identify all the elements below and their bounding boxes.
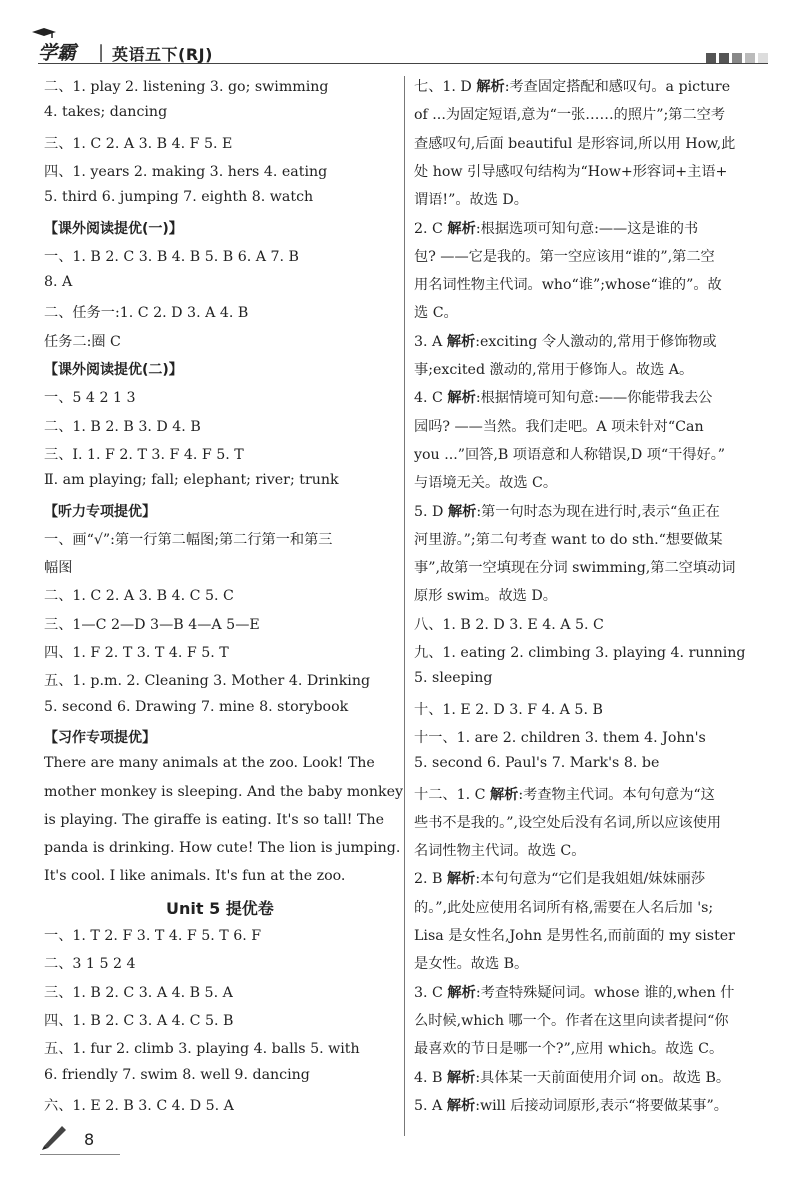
left-line: 5. third 6. jumping 7. eighth 8. watch bbox=[44, 189, 314, 206]
footer-rule bbox=[40, 1154, 120, 1155]
right-line-text: 用名词性物主代词。who“谁”;whose“谁的”。故 bbox=[414, 277, 722, 294]
right-line bbox=[414, 557, 735, 577]
left-line: Ⅱ. am playing; fall; elephant; river; trunk bbox=[44, 472, 339, 489]
right-line-text: of ...为固定短语,意为“一张……的照片”;第二空考 bbox=[414, 107, 726, 124]
left-line: 【听力专项提优】 bbox=[44, 503, 156, 520]
right-line-text: 处 how 引导感叹句结构为“How+形容词+主语+ bbox=[414, 163, 728, 180]
left-line: 五、1. p.m. 2. Cleaning 3. Mother 4. Drinking bbox=[44, 673, 371, 690]
left-line: 二、任务一:1. C 2. D 3. A 4. B bbox=[44, 305, 249, 322]
right-line-text: 4. B bbox=[414, 1069, 447, 1086]
right-line-text: :具体某一天前面使用介词 on。故选 B。 bbox=[475, 1069, 731, 1086]
right-line-text: 5. D bbox=[414, 503, 448, 520]
left-line: 三、1—C 2—D 3—B 4—A 5—E bbox=[44, 616, 260, 633]
left-line: 幅图 bbox=[44, 560, 73, 577]
right-line bbox=[414, 1067, 730, 1087]
right-line bbox=[414, 246, 715, 266]
right-line-text: :本句句意为“它们是我姐姐/妹妹丽莎 bbox=[475, 871, 706, 888]
brand-logo bbox=[38, 38, 76, 65]
left-line: Unit 5 提优卷 bbox=[166, 898, 274, 918]
page-number: 8 bbox=[84, 1130, 95, 1149]
right-line bbox=[414, 868, 705, 888]
right-line-text: :考查物主代词。本句句意为“这 bbox=[518, 786, 715, 803]
left-line: 【课外阅读提优(二)】 bbox=[44, 362, 183, 378]
graduation-cap-icon bbox=[32, 28, 56, 38]
right-line bbox=[414, 585, 557, 605]
right-line bbox=[414, 642, 746, 662]
right-line bbox=[414, 1095, 728, 1115]
right-line bbox=[414, 302, 458, 322]
right-line bbox=[414, 840, 585, 860]
right-line-text: 十二、1. C bbox=[414, 786, 490, 803]
right-line-text: 查感叹句,后面 beautiful 是形容词,所以用 How,此 bbox=[414, 135, 736, 152]
right-line bbox=[414, 812, 721, 832]
right-line bbox=[414, 218, 698, 238]
right-line bbox=[414, 755, 659, 771]
analysis-label: 解析 bbox=[447, 503, 477, 520]
right-line-text: 4. C bbox=[414, 390, 448, 407]
right-line-text: Lisa 是女性名,John 是男性名,而前面的 my sister bbox=[414, 928, 735, 944]
right-line-text: 十一、1. are 2. children 3. them 4. John's bbox=[414, 729, 706, 746]
left-line: 五、1. fur 2. climb 3. playing 4. balls 5. with bbox=[44, 1041, 360, 1058]
analysis-label: 解析 bbox=[489, 786, 519, 803]
right-line bbox=[414, 76, 730, 96]
analysis-label: 解析 bbox=[446, 1069, 476, 1086]
right-line bbox=[414, 1038, 723, 1058]
left-line: 一、画“√”:第一行第二幅图;第二行第一和第三 bbox=[44, 531, 333, 548]
right-line bbox=[414, 472, 557, 492]
right-line bbox=[414, 359, 693, 379]
analysis-label: 解析 bbox=[446, 333, 476, 350]
left-line: 4. takes; dancing bbox=[44, 104, 168, 121]
right-line-text: 谓语!”。故选 D。 bbox=[414, 192, 528, 209]
right-line-text: 与语境无关。故选 C。 bbox=[414, 475, 558, 492]
right-line-text: :第一句时态为现在进行时,表示“鱼正在 bbox=[476, 503, 720, 520]
right-line bbox=[414, 274, 722, 294]
left-line: 一、1. B 2. C 3. B 4. B 5. B 6. A 7. B bbox=[44, 248, 299, 265]
left-line: There are many animals at the zoo. Look! The bbox=[44, 755, 375, 772]
analysis-label: 解析 bbox=[447, 390, 476, 407]
analysis-label: 解析 bbox=[447, 220, 476, 237]
right-line bbox=[414, 104, 725, 124]
right-line-text: :根据选项可知句意:——这是谁的书 bbox=[475, 220, 699, 237]
book-title: 英语五下(RJ) bbox=[112, 45, 213, 64]
header-rule bbox=[38, 63, 768, 64]
right-line bbox=[414, 161, 727, 181]
right-line bbox=[414, 444, 725, 464]
right-line-text: 园吗? ——当然。我们走吧。A 项未针对“Can bbox=[414, 418, 704, 435]
right-line-text: :考查特殊疑问词。whose 谁的,when 什 bbox=[475, 984, 735, 1001]
left-line: 二、1. C 2. A 3. B 4. C 5. C bbox=[44, 588, 234, 605]
right-line bbox=[414, 331, 717, 351]
right-line-text: 2. C bbox=[414, 220, 448, 237]
left-line: 二、1. B 2. B 3. D 4. B bbox=[44, 418, 201, 435]
right-line-text: you ...”回答,B 项语意和人称错误,D 项“干得好。” bbox=[414, 446, 726, 463]
right-line bbox=[414, 501, 720, 521]
left-line: 三、1. C 2. A 3. B 4. F 5. E bbox=[44, 135, 233, 152]
page-footer bbox=[40, 1120, 120, 1160]
right-line bbox=[414, 189, 528, 209]
analysis-label: 解析 bbox=[476, 79, 505, 95]
left-line: 三、1. B 2. C 3. A 4. B 5. A bbox=[44, 984, 233, 1001]
left-line: It's cool. I like animals. It's fun at the zoo. bbox=[44, 868, 346, 885]
header-separator: | bbox=[98, 42, 105, 63]
left-line: is playing. The giraffe is eating. It's so tall! The bbox=[44, 811, 384, 828]
decor-squares bbox=[703, 48, 768, 67]
left-line: 六、1. E 2. B 3. C 4. D 5. A bbox=[44, 1097, 234, 1114]
right-line-text: :will 后接动词原形,表示“将要做某事”。 bbox=[475, 1097, 728, 1114]
right-line bbox=[414, 529, 723, 549]
pencil-icon bbox=[40, 1122, 70, 1152]
right-line bbox=[414, 897, 713, 917]
right-line-text: 5. second 6. Paul's 7. Mark's 8. be bbox=[414, 755, 660, 772]
right-line bbox=[414, 670, 493, 686]
left-line: 三、Ⅰ. 1. F 2. T 3. F 4. F 5. T bbox=[44, 446, 244, 463]
right-line-text: 5. sleeping bbox=[414, 670, 493, 687]
right-line bbox=[414, 925, 735, 945]
right-line bbox=[414, 133, 735, 153]
right-line-text: 九、1. eating 2. climbing 3. playing 4. running bbox=[414, 645, 746, 661]
right-line-text: 七、1. D bbox=[414, 79, 477, 95]
right-line-text: 名词性物主代词。故选 C。 bbox=[414, 843, 586, 860]
left-line: 8. A bbox=[44, 274, 73, 291]
right-line-text: :根据情境可知句意:——你能带我去公 bbox=[475, 390, 713, 407]
right-line bbox=[414, 953, 528, 973]
left-line: mother monkey is sleeping. And the baby monkey bbox=[44, 783, 403, 800]
logo-text: 学霸 bbox=[38, 42, 77, 64]
right-line-text: :考查固定搭配和感叹句。a picture bbox=[504, 79, 731, 95]
right-line-text: 最喜欢的节日是哪一个?”,应用 which。故选 C。 bbox=[414, 1041, 724, 1058]
right-line-text: 5. A bbox=[414, 1097, 447, 1114]
right-line bbox=[414, 727, 706, 747]
left-line: 二、3 1 5 2 4 bbox=[44, 956, 136, 973]
right-line-text: :exciting 令人激动的,常用于修饰物或 bbox=[475, 333, 717, 350]
right-line-text: 3. A bbox=[414, 333, 447, 350]
left-line: 【课外阅读提优(一)】 bbox=[44, 220, 183, 237]
analysis-label: 解析 bbox=[446, 1097, 476, 1114]
right-line bbox=[414, 982, 735, 1002]
left-line: 任务二:圈 C bbox=[44, 333, 121, 350]
right-line bbox=[414, 614, 604, 634]
left-line: 四、1. years 2. making 3. hers 4. eating bbox=[44, 163, 328, 180]
left-line: 四、1. F 2. T 3. T 4. F 5. T bbox=[44, 645, 229, 661]
left-line: 一、1. T 2. F 3. T 4. F 5. T 6. F bbox=[44, 928, 262, 944]
left-line: panda is drinking. How cute! The lion is jumping. bbox=[44, 840, 401, 857]
right-line-text: 原形 swim。故选 D。 bbox=[414, 588, 557, 605]
right-line bbox=[414, 416, 704, 436]
right-line-text: 事;excited 激动的,常用于修饰人。故选 A。 bbox=[414, 362, 694, 378]
right-line bbox=[414, 1010, 729, 1030]
left-line: 6. friendly 7. swim 8. well 9. dancing bbox=[44, 1066, 310, 1083]
left-line: 二、1. play 2. listening 3. go; swimming bbox=[44, 79, 329, 95]
left-line: 一、5 4 2 1 3 bbox=[44, 390, 136, 407]
right-line-text: 包? ——它是我的。第一空应该用“谁的”,第二空 bbox=[414, 248, 715, 265]
right-line-text: 河里游。”;第二句考查 want to do sth.“想要做某 bbox=[414, 531, 723, 548]
right-line-text: 十、1. E 2. D 3. F 4. A 5. B bbox=[414, 701, 603, 718]
right-line-text: 事”,故第一空填现在分词 swimming,第二空填动词 bbox=[414, 560, 736, 577]
right-line bbox=[414, 699, 603, 719]
right-line-text: 选 C。 bbox=[414, 305, 458, 322]
right-line bbox=[414, 784, 715, 804]
left-line: 【习作专项提优】 bbox=[44, 729, 156, 746]
analysis-label: 解析 bbox=[447, 984, 476, 1001]
right-line bbox=[414, 387, 712, 407]
column-divider bbox=[404, 76, 405, 1136]
right-line-text: 3. C bbox=[414, 984, 448, 1001]
right-line-text: 么时候,which 哪一个。作者在这里向读者提问“你 bbox=[414, 1012, 729, 1029]
right-line-text: 的。”,此处应使用名词所有格,需要在人名后加 's; bbox=[414, 899, 714, 916]
analysis-label: 解析 bbox=[446, 871, 476, 888]
right-line-text: 2. B bbox=[414, 871, 447, 888]
right-line-text: 八、1. B 2. D 3. E 4. A 5. C bbox=[414, 616, 604, 633]
right-line-text: 些书不是我的。”,设空处后没有名词,所以应该使用 bbox=[414, 814, 722, 831]
left-line: 5. second 6. Drawing 7. mine 8. storybook bbox=[44, 698, 349, 715]
right-line-text: 是女性。故选 B。 bbox=[414, 956, 529, 973]
left-line: 四、1. B 2. C 3. A 4. C 5. B bbox=[44, 1012, 234, 1029]
